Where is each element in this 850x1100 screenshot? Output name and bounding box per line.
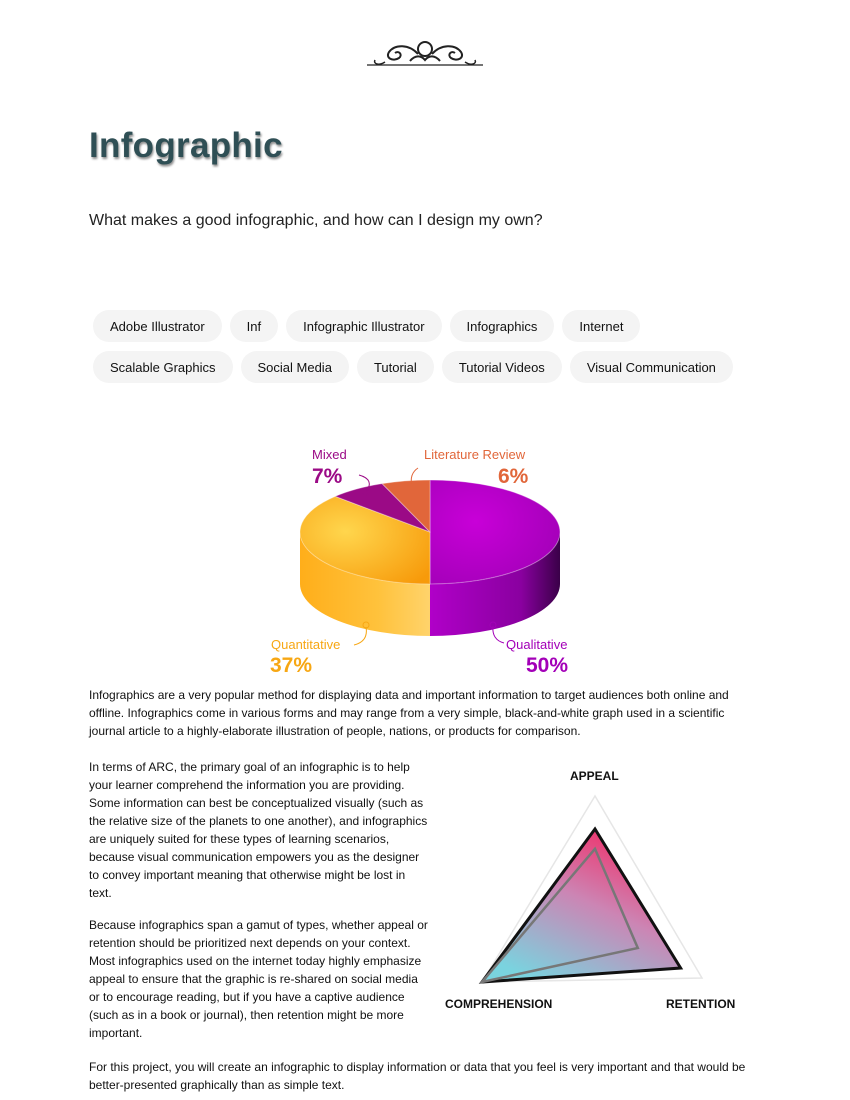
- tag-internet[interactable]: Internet: [562, 310, 640, 342]
- tag-scalable-graphics[interactable]: Scalable Graphics: [93, 351, 233, 383]
- pie-label-qualitative: Qualitative: [506, 637, 568, 652]
- radar-axis-retention: RETENTION: [666, 997, 736, 1011]
- arc-radar-chart: [440, 760, 750, 1018]
- tag-inf[interactable]: Inf: [230, 310, 278, 342]
- arc-paragraph: In terms of ARC, the primary goal of an infographic is to help your learner comprehend the information you are providing. Some information can best be conceptualized visually (such as the relative size of the planets to one another), and infographics are uniquely suited for these types of learning scenarios, because visual communication empowers you as the designer to convey important meaning that otherwise might be lost in text.: [89, 760, 428, 900]
- page-subtitle: What makes a good infographic, and how can I design my own?: [89, 212, 543, 229]
- project-paragraph: For this project, you will create an infographic to display information or data that you feel is very important and that would be better-presented graphically than as simple text.: [89, 1060, 746, 1092]
- pie-value-mixed: 7%: [312, 465, 343, 488]
- types-paragraph: Because infographics span a gamut of types, whether appeal or retention should be prioritized next depends on your context. Most infographics used on the internet today highly emphasize appeal to ensure that the graphic is re-shared on social media or to encourage reading, but if you have a captive audience (such as in a book or journal), then retention might be more important.: [89, 918, 428, 1040]
- radar-axis-comprehension: COMPREHENSION: [445, 997, 553, 1011]
- tag-tutorial[interactable]: Tutorial: [357, 351, 434, 383]
- tag-infographic-illustrator[interactable]: Infographic Illustrator: [286, 310, 441, 342]
- pie-value-literature-review: 6%: [498, 465, 529, 488]
- page-title: Infographic: [89, 126, 283, 165]
- tag-row: [93, 310, 773, 342]
- research-methods-pie-chart: [262, 440, 587, 680]
- pie-label-quantitative: Quantitative: [271, 637, 341, 652]
- radar-axis-appeal: APPEAL: [570, 769, 619, 783]
- pie-value-qualitative: 50%: [526, 654, 569, 677]
- tag-visual-communication[interactable]: Visual Communication: [570, 351, 733, 383]
- ornament-divider-icon: [365, 38, 485, 72]
- tag-list: [93, 310, 773, 392]
- tag-social-media[interactable]: Social Media: [241, 351, 349, 383]
- tag-row: [93, 351, 773, 383]
- intro-paragraph: Infographics are a very popular method for displaying data and important information to target audiences both online and offline. Infographics come in various forms and may range from a very simple, black-and-white graph used in a scientific journal article to a highly-elaborate illustration of people, nations, or products for comparison.: [89, 688, 729, 738]
- pie-value-quantitative: 37%: [270, 654, 313, 677]
- tag-infographics[interactable]: Infographics: [450, 310, 555, 342]
- radar-series-outer: [482, 829, 681, 982]
- tag-tutorial-videos[interactable]: Tutorial Videos: [442, 351, 562, 383]
- tag-adobe-illustrator[interactable]: Adobe Illustrator: [93, 310, 222, 342]
- pie-label-literature-review: Literature Review: [424, 447, 526, 462]
- pie-label-mixed: Mixed: [312, 447, 347, 462]
